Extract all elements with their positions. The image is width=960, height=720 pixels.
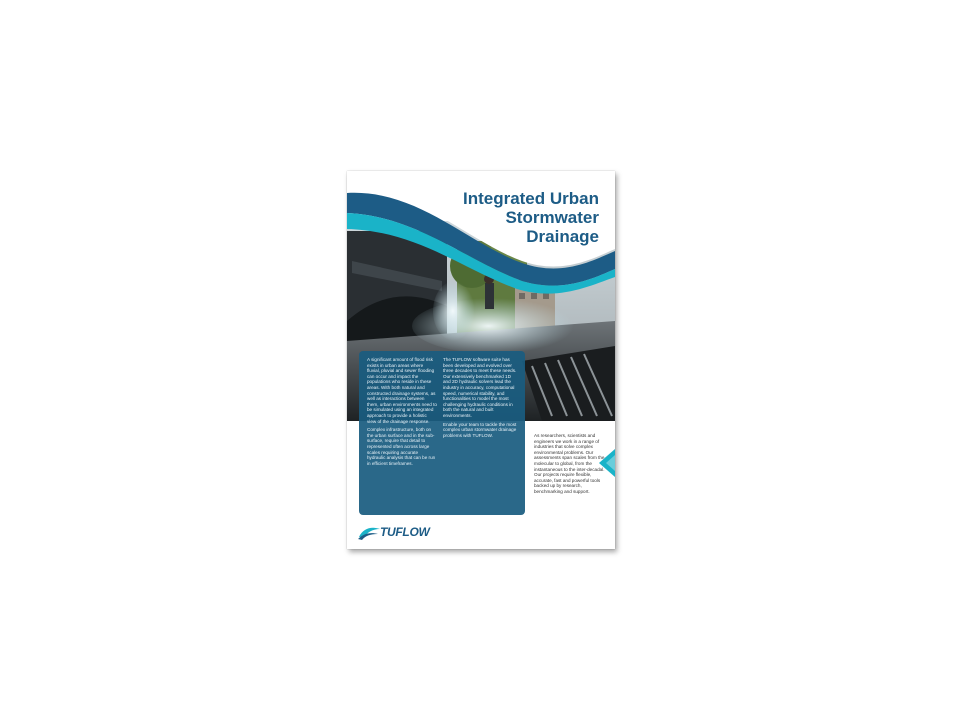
teal-arrow-icon <box>599 449 615 477</box>
text-column-left <box>367 357 437 469</box>
paragraph: Enable your team to tackle the most complex urban stormwater drainage problems with TUFLOW. <box>443 421 517 438</box>
title-line: Drainage <box>526 227 599 246</box>
brochure-page <box>347 171 615 549</box>
logo-text: TUFLOW <box>380 525 430 539</box>
title-line: Stormwater <box>505 208 599 227</box>
paragraph: Complex infrastructure, both on the urban surface and in the sub-surface, require that detail to represented often across large scales requiring accurate hydraulic analysis that can be run in efficient timeframes. <box>367 427 436 466</box>
paragraph: The TUFLOW software suite has been developed and evolved over three decades to meet these needs. Our extensively benchmarked 1D and 2D hydraulic solvers lead the industry in accuracy, computational speed, numerical stability, and functionalities to model the most challenging hydraulic conditions in both the natural and built environments. <box>443 357 517 418</box>
side-text: As researchers, scientists and engineers we work in a range of industries that solve complex environmental problems. Our assessments span scales from the molecular to global, from the instantaneous to the inter-decadal. Our projects require flexible, accurate, fast and powerful tools backed up by research, benchmarking and support. <box>534 433 605 494</box>
text-column-right <box>443 357 519 441</box>
intro-text-box <box>359 351 525 515</box>
title-line: Integrated Urban <box>462 189 599 208</box>
paragraph: A significant amount of flood risk exists in urban areas where fluvial, pluvial and sewer flooding can occur and impact the populations who reside in these areas. With both natural and constructed drainage systems, as well as interactions between them, urban environments need to be simulated using an integrated approach to provide a holistic view of the drainage response. <box>367 357 437 424</box>
wave-logo-icon <box>358 524 382 540</box>
brochure-title <box>399 189 599 246</box>
tuflow-logo <box>358 524 448 540</box>
